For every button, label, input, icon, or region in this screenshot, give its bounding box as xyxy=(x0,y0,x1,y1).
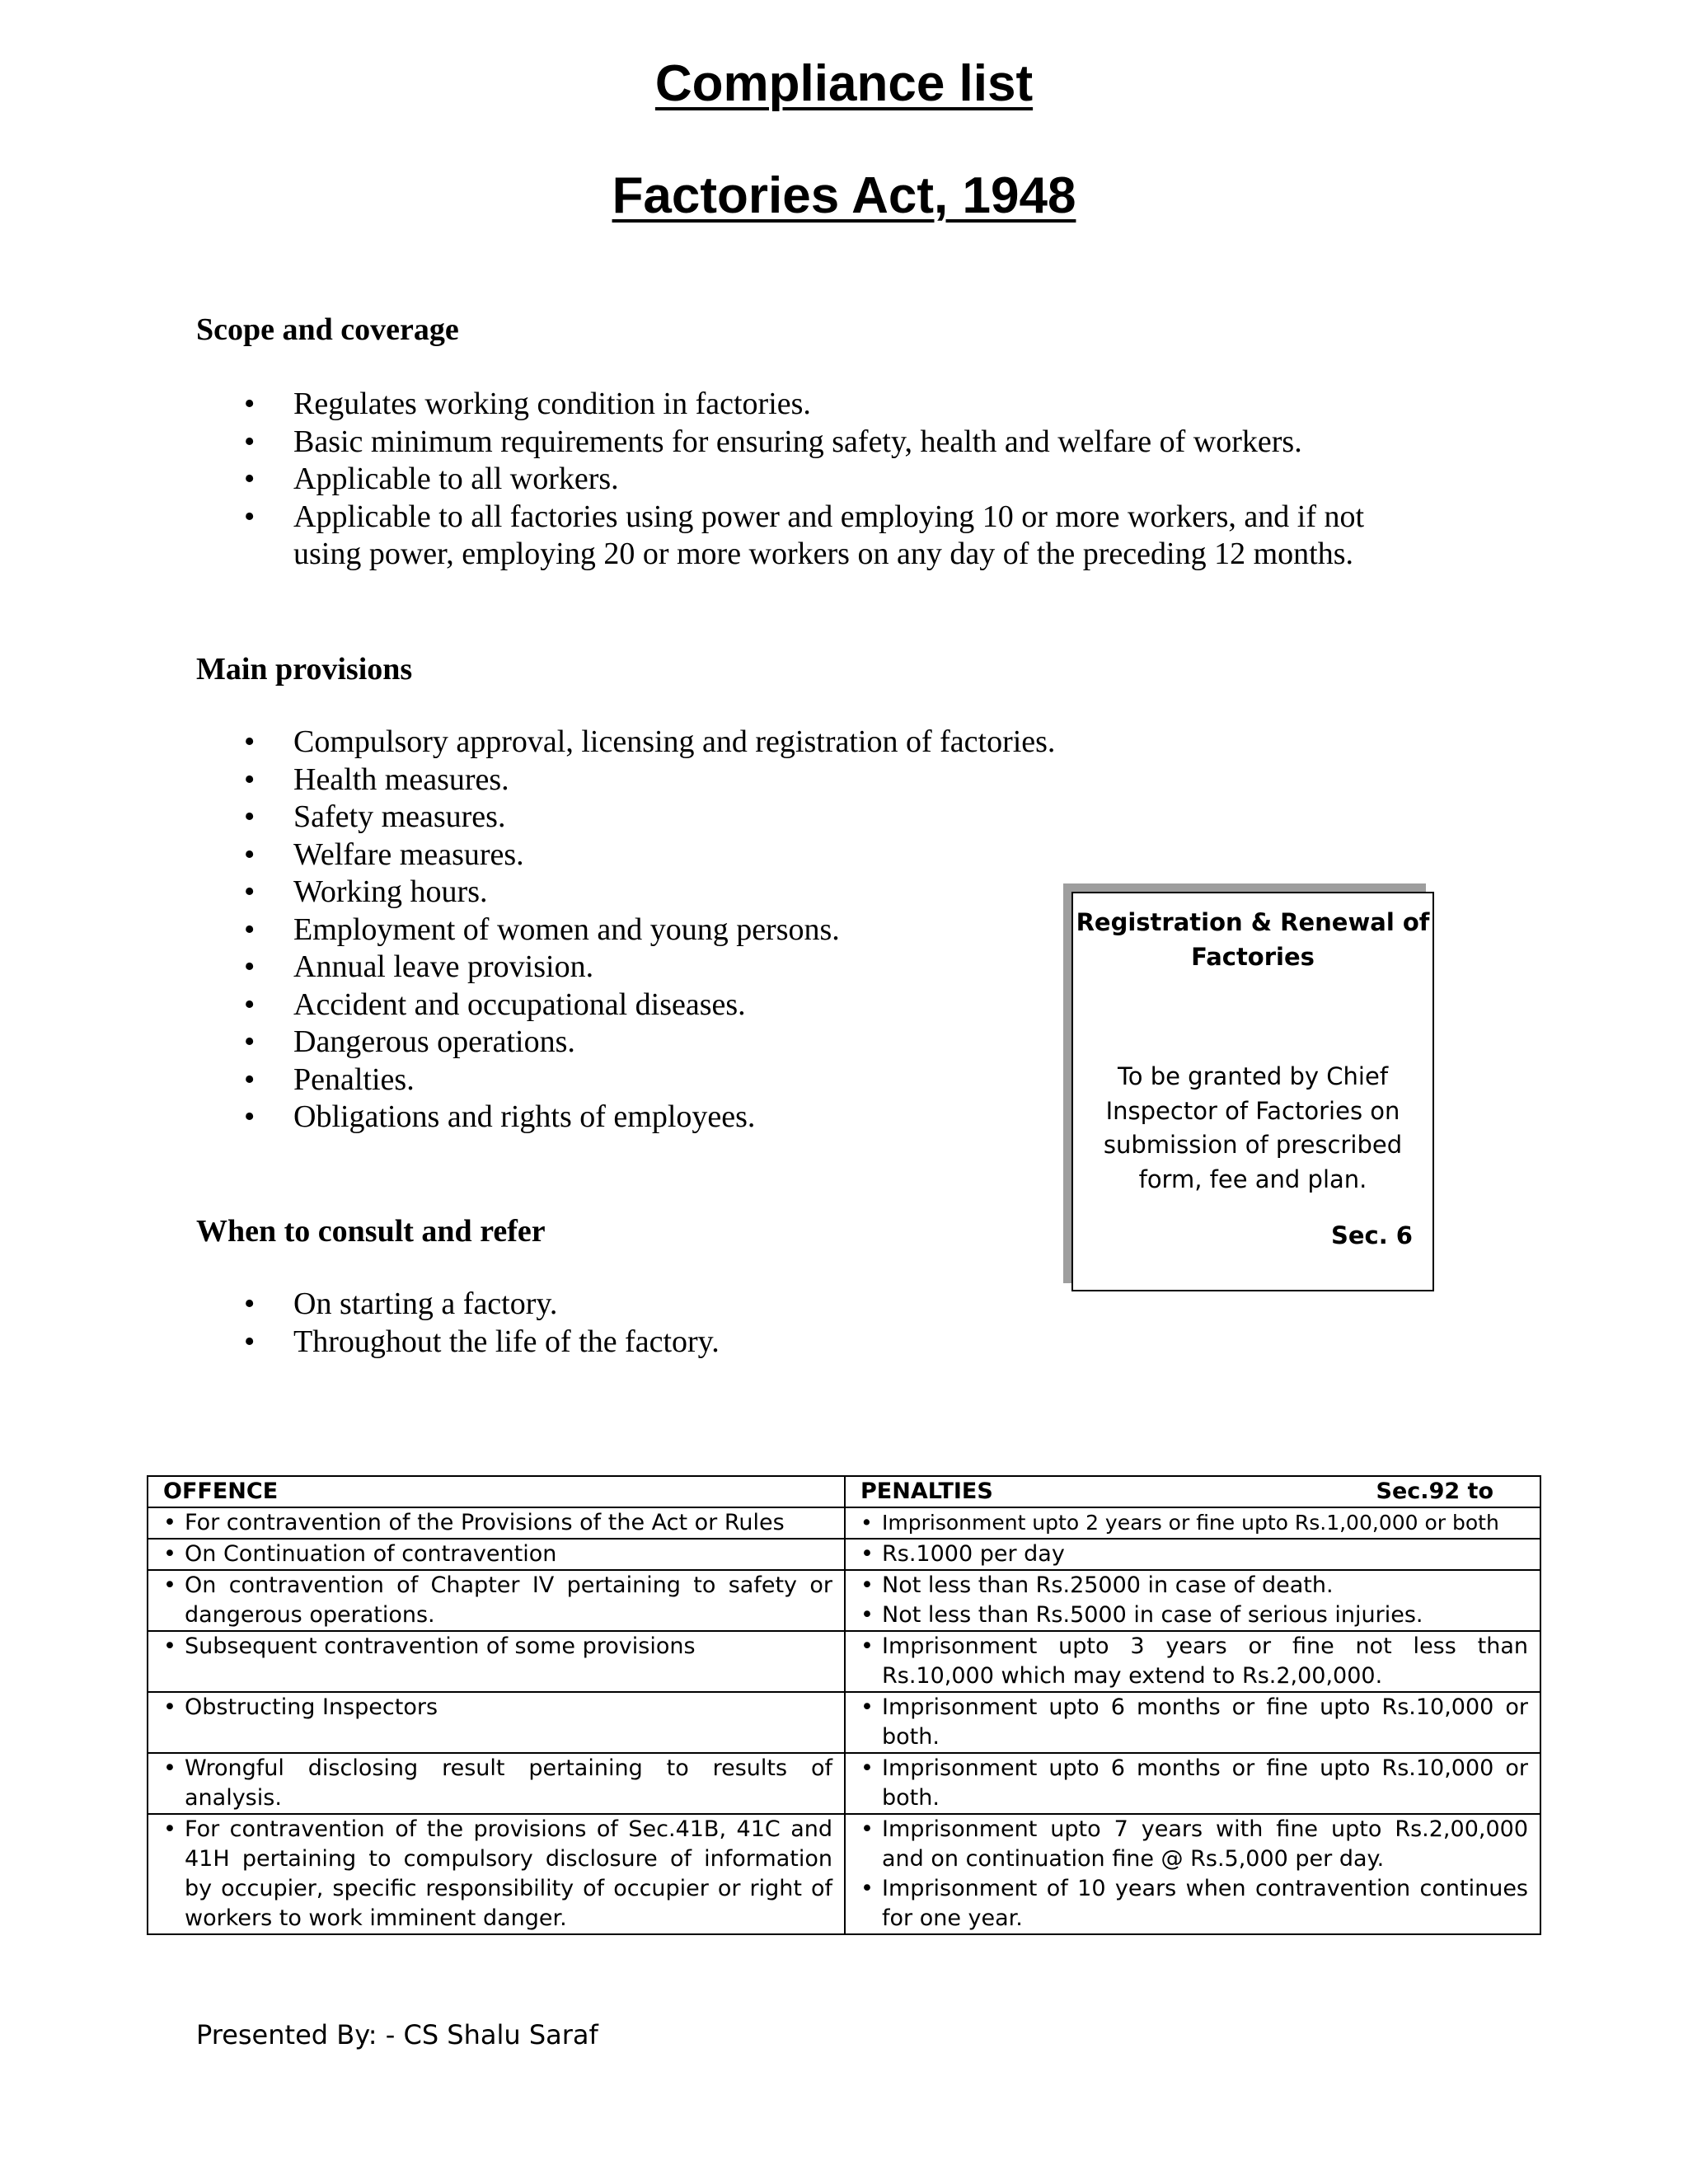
consult-list xyxy=(0,1286,1414,1361)
penalty-cell: • Imprisonment upto 6 months or fine upto Rs.10,000 or both. xyxy=(845,1753,1540,1814)
registration-box xyxy=(1071,892,1434,1291)
penalties-header xyxy=(845,1476,1540,1507)
list-item: • Accident and occupational diseases. xyxy=(244,987,746,1022)
penalty-cell: • Imprisonment upto 7 years with fine upto Rs.2,00,000 and on continuation fine @ Rs.5,000 per day. • Imprisonment of 10 years when contravention continues for one year. xyxy=(845,1814,1540,1934)
scope-list xyxy=(0,386,1414,574)
page-subtitle: Factories Act, 1948 xyxy=(612,167,1076,224)
list-item: • Welfare measures. xyxy=(244,837,524,872)
table-header-row xyxy=(148,1476,1540,1507)
list-item: • Penalties. xyxy=(244,1062,415,1097)
registration-box-section: Sec. 6 xyxy=(1330,1221,1413,1249)
penalty-cell: • Rs.1000 per day xyxy=(845,1539,1540,1570)
list-item: • Regulates working condition in factories. xyxy=(244,387,811,421)
list-item: • Dangerous operations. xyxy=(244,1024,575,1059)
list-item: • Obligations and rights of employees. xyxy=(244,1099,756,1134)
list-item: • Throughout the life of the factory. xyxy=(244,1324,720,1359)
offence-cell: • On Continuation of contravention xyxy=(148,1539,845,1570)
main-provisions-heading: Main provisions xyxy=(196,652,413,687)
offence-cell: • For contravention of the provisions of Sec.41B, 41C and 41H pertaining to compulsory disclosure of information by occupier, specific responsibility of occupier or right of workers to work imminent danger. xyxy=(148,1814,845,1934)
list-item: • Compulsory approval, licensing and registration of factories. xyxy=(244,724,1056,759)
table-row xyxy=(148,1539,1540,1570)
consult-heading: When to consult and refer xyxy=(196,1214,546,1249)
registration-box-body: To be granted by Chief Inspector of Factories on submission of prescribed form, fee and plan. xyxy=(1103,1062,1403,1193)
penalties-header-label: PENALTIES xyxy=(860,1479,993,1504)
presenter-footer: Presented By: - CS Shalu Saraf xyxy=(196,2019,598,2050)
table-row xyxy=(148,1570,1540,1631)
list-item: • Basic minimum requirements for ensuring safety, health and welfare of workers. xyxy=(244,424,1302,459)
table-row xyxy=(148,1507,1540,1539)
offence-cell: • Subsequent contravention of some provisions xyxy=(148,1631,845,1692)
table-row xyxy=(148,1814,1540,1934)
scope-heading: Scope and coverage xyxy=(196,312,459,347)
offence-cell: • On contravention of Chapter IV pertaining to safety or dangerous operations. xyxy=(148,1570,845,1631)
list-item: • Working hours. xyxy=(244,874,488,909)
offence-header: OFFENCE xyxy=(148,1476,845,1507)
registration-box-title: Registration & Renewal of Factories xyxy=(1076,908,1430,971)
list-item: • Employment of women and young persons. xyxy=(244,912,840,947)
offence-cell: • Obstructing Inspectors xyxy=(148,1692,845,1753)
table-row xyxy=(148,1631,1540,1692)
penalty-table xyxy=(147,1475,1541,1935)
list-item: • On starting a factory. xyxy=(244,1286,558,1321)
page-title: Compliance list xyxy=(654,55,1034,112)
list-item: • Annual leave provision. xyxy=(244,949,594,984)
offence-cell: • For contravention of the Provisions of the Act or Rules xyxy=(148,1507,845,1539)
section-reference: Sec.92 to xyxy=(1376,1479,1493,1504)
list-item: • Applicable to all factories using power and employing 10 or more workers, and if not using power, employing 20 or more workers on any day of the preceding 12 months. xyxy=(244,499,1365,571)
table-row xyxy=(148,1692,1540,1753)
penalty-cell: • Imprisonment upto 6 months or fine upto Rs.10,000 or both. xyxy=(845,1692,1540,1753)
penalty-cell: • Imprisonment upto 3 years or fine not less than Rs.10,000 which may extend to Rs.2,00,000. xyxy=(845,1631,1540,1692)
penalty-cell: • Not less than Rs.25000 in case of death. • Not less than Rs.5000 in case of serious injuries. xyxy=(845,1570,1540,1631)
table-row xyxy=(148,1753,1540,1814)
offence-cell: • Wrongful disclosing result pertaining to results of analysis. xyxy=(148,1753,845,1814)
penalty-cell: • Imprisonment upto 2 years or fine upto Rs.1,00,000 or both xyxy=(845,1507,1540,1539)
list-item: • Safety measures. xyxy=(244,799,506,834)
list-item: • Applicable to all workers. xyxy=(244,462,619,496)
list-item: • Health measures. xyxy=(244,762,509,797)
